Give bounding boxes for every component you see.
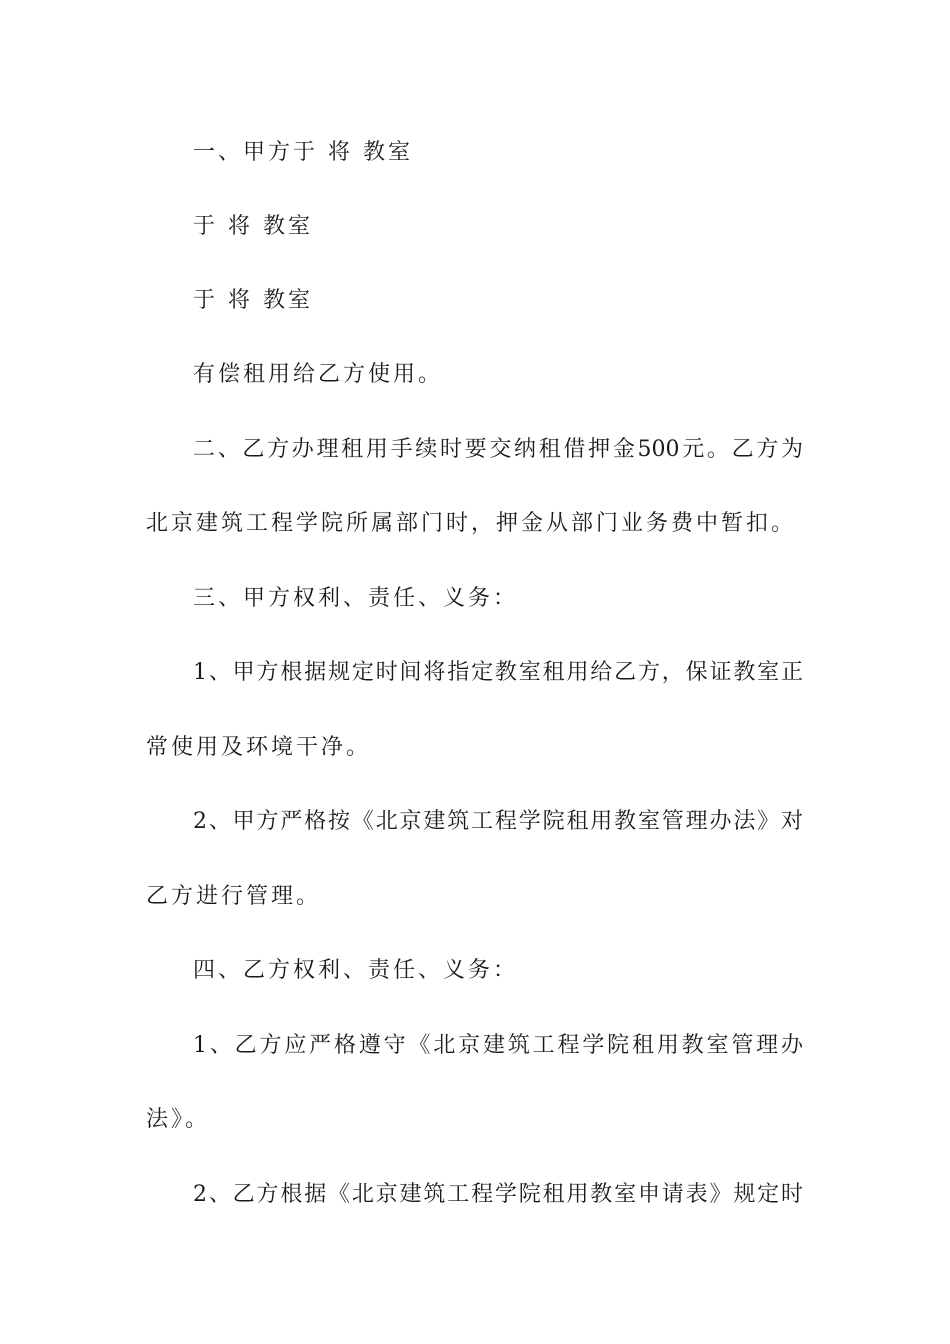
clause-3-item-2-line-2: 乙方进行管理。 [146,884,322,909]
clause-2-line-1: 二、乙方办理租用手续时要交纳租借押金500元。乙方为 [193,437,803,462]
clause-1-line-3: 于 将 教室 [193,288,314,313]
clause-3-item-2-line-1: 2、甲方严格按《北京建筑工程学院租用教室管理办法》对 [193,809,803,834]
clause-1-line-4: 有偿租用给乙方使用。 [193,362,444,387]
clause-1-line-2: 于 将 教室 [193,214,314,239]
clause-4-item-1-line-2: 法》。 [146,1107,211,1132]
clause-4-heading: 四、乙方权利、责任、义务： [193,958,519,983]
clause-2-line-2: 北京建筑工程学院所属部门时，押金从部门业务费中暂扣。 [146,511,797,536]
clause-4-item-2-line-1: 2、乙方根据《北京建筑工程学院租用教室申请表》规定时 [193,1182,803,1207]
clause-4-item-1-line-1: 1、乙方应严格遵守《北京建筑工程学院租用教室管理办 [193,1033,803,1058]
clause-3-item-1-line-1: 1、甲方根据规定时间将指定教室租用给乙方，保证教室正 [193,660,803,685]
clause-1-line-1: 一、甲方于 将 教室 [193,140,414,165]
clause-3-item-1-line-2: 常使用及环境干净。 [146,735,372,760]
clause-3-heading: 三、甲方权利、责任、义务： [193,586,519,611]
